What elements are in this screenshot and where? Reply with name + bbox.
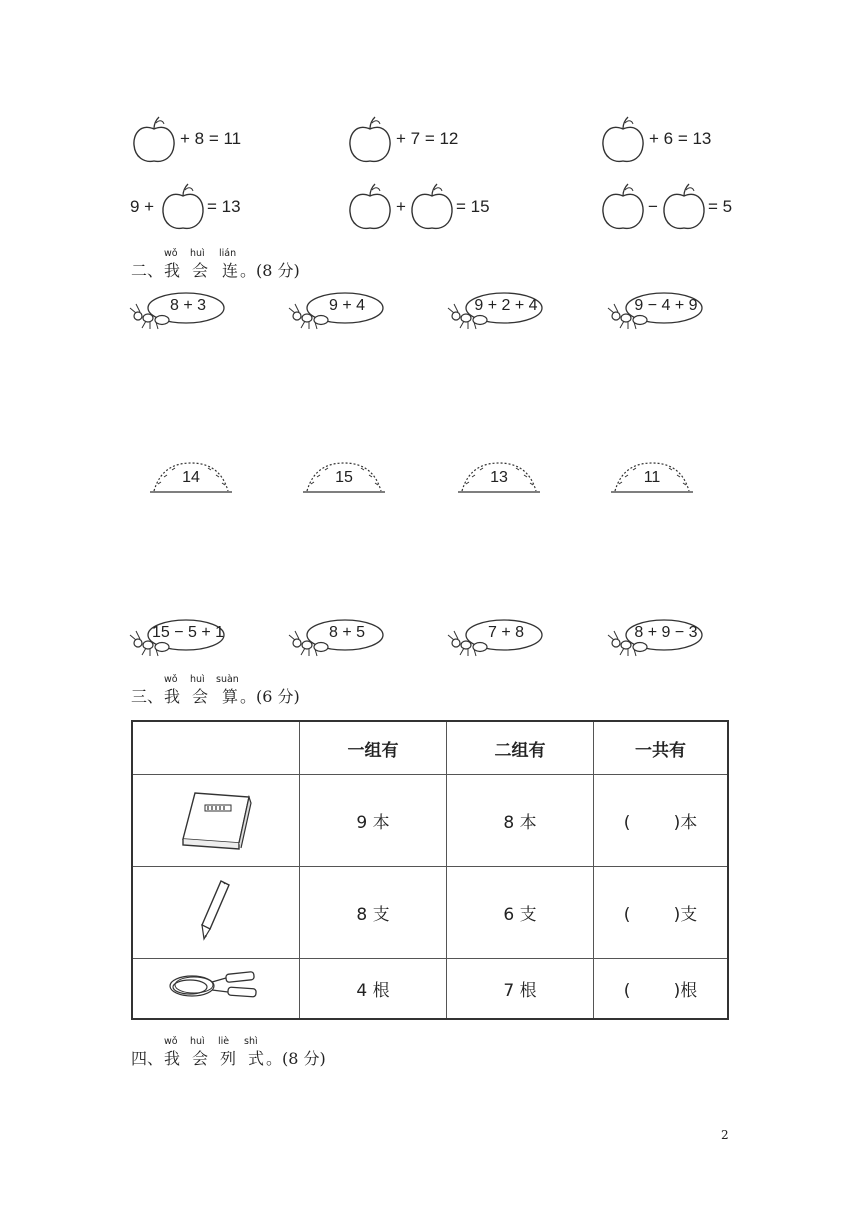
group2-cell: 6 支 <box>447 867 594 959</box>
title-char: 我 <box>164 687 181 706</box>
title-char: 连 <box>222 261 239 280</box>
section-points: 。(6 分) <box>240 687 300 706</box>
apple-icon[interactable] <box>599 115 647 165</box>
hill-number: 14 <box>182 469 200 486</box>
table-row <box>132 959 728 1019</box>
total-answer-cell[interactable]: ( )支 <box>594 867 729 959</box>
ant-expression: 9 − 4 + 9 <box>634 297 698 314</box>
pencil-icon <box>196 877 236 943</box>
title-char: 会 <box>192 261 209 280</box>
title-char: 算 <box>222 687 239 706</box>
table-header-cell <box>132 721 300 775</box>
title-char: 列 <box>220 1049 237 1068</box>
total-answer-cell[interactable]: ( )本 <box>594 775 729 867</box>
pinyin: wǒ <box>164 1036 178 1047</box>
notebook-icon <box>177 785 255 851</box>
item-image-cell <box>132 959 300 1019</box>
title-char: 我 <box>164 1049 181 1068</box>
item-image-cell <box>132 775 300 867</box>
group1-cell: 8 支 <box>300 867 447 959</box>
apple-icon[interactable] <box>159 182 207 232</box>
hill-number: 11 <box>643 469 661 486</box>
table-header-row <box>132 721 728 775</box>
anthill[interactable] <box>611 458 693 494</box>
hill-number: 13 <box>490 469 508 486</box>
apple-icon[interactable] <box>346 115 394 165</box>
apple-icon[interactable] <box>599 182 647 232</box>
title-char: 会 <box>192 1049 209 1068</box>
section-points: 。(8 分) <box>240 261 300 280</box>
pinyin: shì <box>244 1036 258 1047</box>
pinyin: huì <box>190 674 205 685</box>
apple-icon[interactable] <box>660 182 708 232</box>
ant-card[interactable] <box>128 617 228 657</box>
anthill[interactable] <box>303 458 385 494</box>
table-header-cell: 一共有 <box>594 721 729 775</box>
section-number: 三、 <box>131 687 164 706</box>
group2-cell: 7 根 <box>447 959 594 1019</box>
pinyin: wǒ <box>164 674 178 685</box>
ant-expression: 7 + 8 <box>487 624 525 641</box>
pinyin: liè <box>218 1036 230 1047</box>
apple-icon[interactable] <box>130 115 178 165</box>
equation-suffix: = 5 <box>708 197 733 216</box>
pinyin: wǒ <box>164 248 178 259</box>
section-number: 二、 <box>131 261 164 280</box>
ant-expression: 15 − 5 + 1 <box>152 624 225 641</box>
table-header-cell: 二组有 <box>447 721 594 775</box>
anthill[interactable] <box>150 458 232 494</box>
apple-icon[interactable] <box>408 182 456 232</box>
total-answer-cell[interactable]: ( )根 <box>594 959 729 1019</box>
group1-cell: 9 本 <box>300 775 447 867</box>
equation-suffix: = 15 <box>456 197 490 216</box>
equation-prefix: 9 + <box>130 197 155 216</box>
anthill[interactable] <box>458 458 540 494</box>
ant-expression: 9 + 4 <box>328 297 366 314</box>
section-number: 四、 <box>131 1049 164 1068</box>
apple-icon[interactable] <box>346 182 394 232</box>
title-char: 会 <box>192 687 209 706</box>
equation-suffix: + 6 = 13 <box>649 129 712 148</box>
pinyin: lián <box>219 248 237 259</box>
ant-card[interactable] <box>446 617 546 657</box>
jump-rope-icon <box>166 966 266 1006</box>
table-row <box>132 867 728 959</box>
equation-operator: + <box>396 197 406 216</box>
pinyin: huì <box>190 1036 205 1047</box>
table-header-cell: 一组有 <box>300 721 447 775</box>
item-image-cell <box>132 867 300 959</box>
equation-suffix: + 7 = 12 <box>396 129 459 148</box>
ant-expression: 9 + 2 + 4 <box>474 297 538 314</box>
count-table <box>131 720 729 1020</box>
ant-card[interactable] <box>606 617 706 657</box>
group1-cell: 4 根 <box>300 959 447 1019</box>
ant-card[interactable] <box>128 290 228 330</box>
ant-expression: 8 + 5 <box>328 624 366 641</box>
ant-card[interactable] <box>606 290 706 330</box>
ant-card[interactable] <box>287 290 387 330</box>
section-points: 。(8 分) <box>266 1049 326 1068</box>
ant-card[interactable] <box>287 617 387 657</box>
ant-expression: 8 + 3 <box>169 297 207 314</box>
page-number: 2 <box>721 1128 729 1142</box>
group2-cell: 8 本 <box>447 775 594 867</box>
ant-expression: 8 + 9 − 3 <box>634 624 698 641</box>
equation-suffix: = 13 <box>207 197 241 216</box>
pinyin: huì <box>190 248 205 259</box>
ant-card[interactable] <box>446 290 546 330</box>
equation-operator: − <box>648 197 658 216</box>
table-row <box>132 775 728 867</box>
pinyin: suàn <box>216 674 239 685</box>
hill-number: 15 <box>335 469 353 486</box>
title-char: 我 <box>164 261 181 280</box>
equation-suffix: + 8 = 11 <box>180 129 242 148</box>
title-char: 式 <box>248 1049 265 1068</box>
